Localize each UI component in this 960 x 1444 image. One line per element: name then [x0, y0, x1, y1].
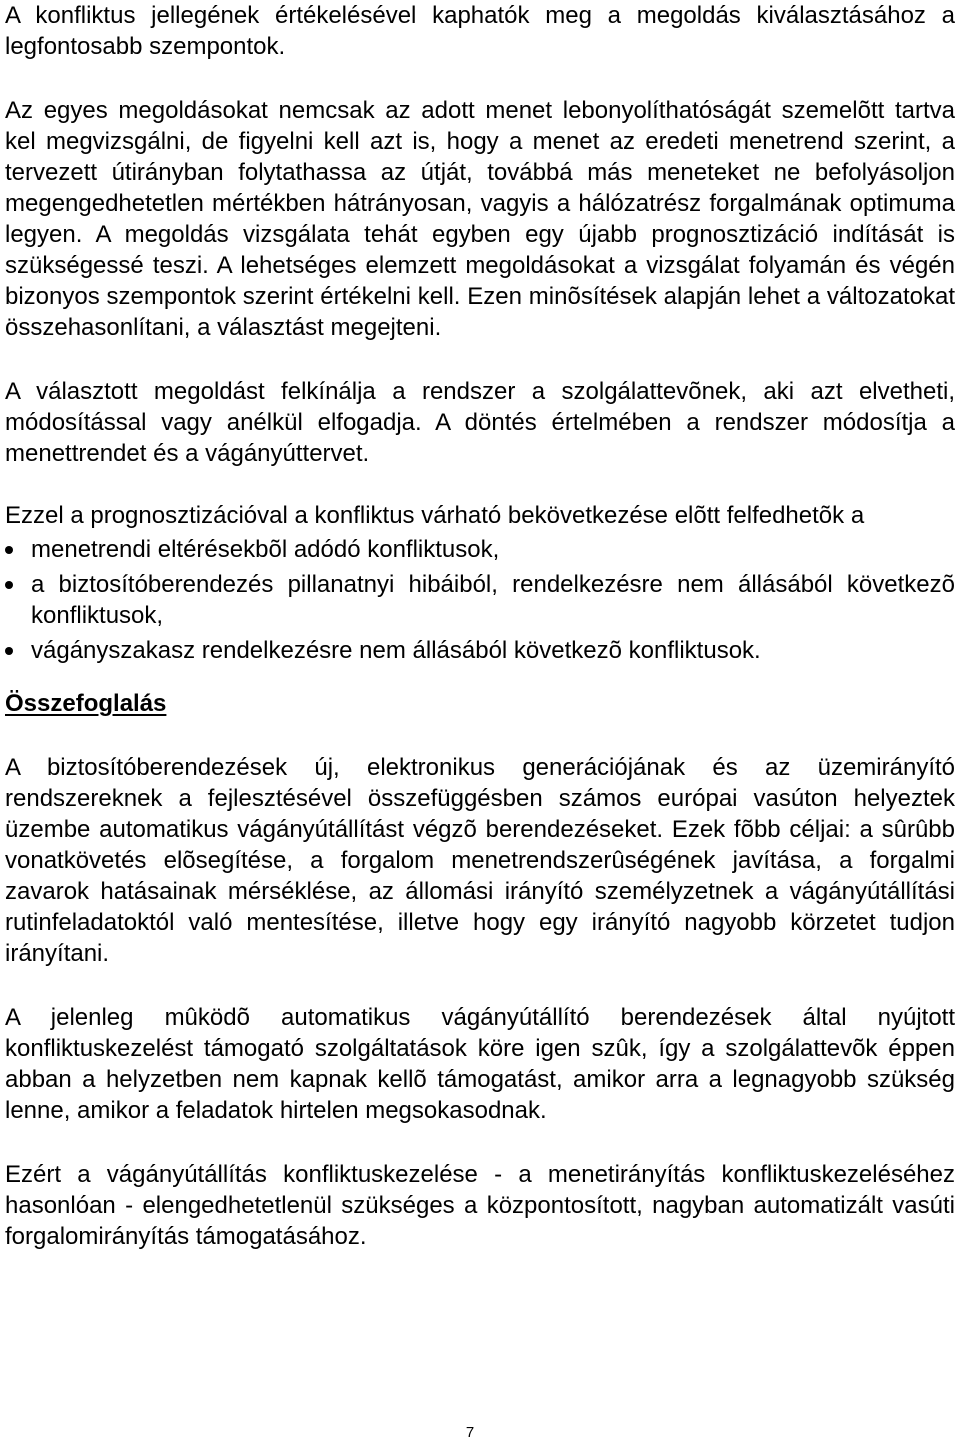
paragraph-conclusion: Ezért a vágányútállítás konfliktuskezelése - a menetirányítás konfliktuskezeléséhez hasonlóan - elengedhetetlenül szükséges a központosított, nagyban automatizált vasúti forgalomirányítás támogatásához.	[5, 1161, 955, 1250]
bullet-icon	[5, 647, 13, 655]
paragraph-solution-evaluation: Az egyes megoldásokat nemcsak az adott menet lebonyolíthatóságát szemelõtt tartva kel megvizsgálni, de figyelni kell azt is, hogy a menet az eredeti menetrend szerint, a tervezett útirányban folytathassa az útját, továbbá más meneteket ne befolyásoljon megengedhetetlen mértékben hátrányosan, vagyis a hálózatrész forgalmának optimuma legyen. A megoldás vizsgálata tehát egyben egy újabb prognosztizáció indítását is szükségessé teszi. A lehetséges elemzett megoldásokat a vizsgálat folyamán és végén bizonyos szempontok szerint értékelni kell. Ezen minõsítések alapján lehet a változatokat összehasonlítani, a választást megejteni.	[5, 97, 955, 341]
list-item	[5, 635, 955, 666]
paragraph-criteria-intro: A konfliktus jellegének értékelésével kaphatók meg a megoldás kiválasztásához a legfontosabb szempontok.	[5, 2, 955, 60]
paragraph-prognosis: Ezzel a prognosztizációval a konfliktus várható bekövetkezése elõtt felfedhetõk a	[5, 502, 865, 529]
conflict-list	[5, 534, 955, 666]
list-item-text: vágányszakasz rendelkezésre nem állásából következõ konfliktusok.	[31, 637, 761, 664]
list-item-text: menetrendi eltérésekbõl adódó konfliktusok,	[31, 536, 500, 563]
paragraph-chosen-solution: A választott megoldást felkínálja a rendszer a szolgálattevõnek, aki azt elvetheti, módosítással vagy anélkül elfogadja. A döntés értelmében a rendszer módosítja a menettrendet és a vágányúttervet.	[5, 378, 955, 467]
page-number: 7	[465, 1424, 475, 1441]
document-page	[5, 0, 955, 1252]
bullet-icon	[5, 546, 13, 554]
list-item	[5, 534, 955, 565]
list-item	[5, 569, 955, 631]
bullet-icon	[5, 581, 13, 589]
section-heading-summary: Összefoglalás	[5, 690, 167, 717]
paragraph-current-limitations: A jelenleg mûködõ automatikus vágányútállító berendezések által nyújtott konfliktuskezelést támogató szolgáltatások köre igen szûk, így a szolgálattevõk éppen abban a helyzetben nem kapnak kellõ támogatást, amikor arra a legnagyobb szükség lenne, amikor a feladatok hirtelen megsokasodnak.	[5, 1004, 955, 1124]
paragraph-summary-systems: A biztosítóberendezések új, elektronikus generációjának és az üzemirányító rendszereknek a fejlesztésével összefüggésben számos európai vasúton helyeztek üzembe automatikus vágányútállítást végzõ berendezéseket. Ezek fõbb céljai: a sûrûbb vonatkövetés elõsegítése, a forgalom menetrendszerûségének javítása, a forgalmi zavarok hatásainak mérséklése, az állomási irányító személyzetnek a vágányútállítási rutinfeladatoktól való mentesítése, illetve hogy egy irányító nagyobb körzetet tudjon irányítani.	[5, 754, 955, 967]
list-item-text: a biztosítóberendezés pillanatnyi hibáiból, rendelkezésre nem állásából következõ konfliktusok,	[31, 571, 955, 629]
